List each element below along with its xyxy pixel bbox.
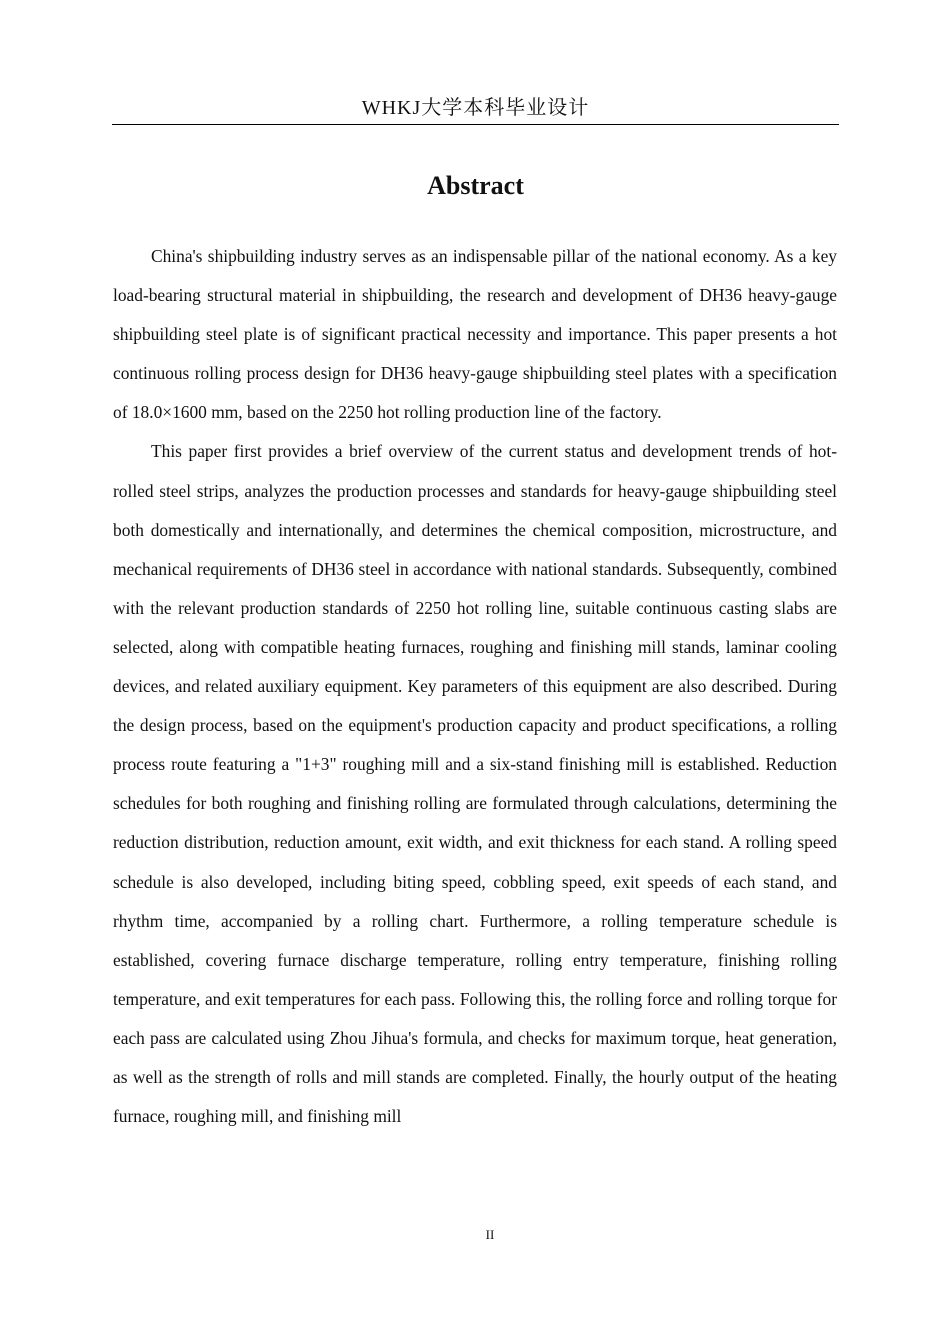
page-number: II (485, 1227, 495, 1242)
header-divider (112, 124, 839, 125)
abstract-paragraph-2: This paper first provides a brief overview of the current status and development trends of hot-rolled steel strips, analyzes the production processes and standards for heavy-gauge shipbuilding steel both domestically and internationally, and determines the chemical composition, microstructure, and mechanical requirements of DH36 steel in accordance with national standards. Subsequently, combined with the relevant production standards of 2250 hot rolling line, suitable continuous casting slabs are selected, along with compatible heating furnaces, roughing and finishing mill stands, laminar cooling devices, and related auxiliary equipment. Key parameters of this equipment are also described. During the design process, based on the equipment's production capacity and product specifications, a rolling process route featuring a "1+3" roughing mill and a six-stand finishing mill is established. Reduction schedules for both roughing and finishing rolling are formulated through calculations, determining the reduction distribution, reduction amount, exit width, and exit thickness for each stand. A rolling speed schedule is also developed, including biting speed, cobbling speed, exit speeds of each stand, and rhythm time, accompanied by a rolling chart. Furthermore, a rolling temperature schedule is established, covering furnace discharge temperature, rolling entry temperature, finishing rolling temperature, and exit temperatures for each pass. Following this, the rolling force and rolling torque for each pass are calculated using Zhou Jihua's formula, and checks for maximum torque, heat generation, as well as the strength of rolls and mill stands are completed. Finally, the hourly output of the heating furnace, roughing mill, and finishing mill (113, 441, 837, 1127)
running-header: WHKJ大学本科毕业设计 (361, 97, 590, 119)
abstract-body (113, 237, 837, 1136)
abstract-paragraph-1: China's shipbuilding industry serves as an indispensable pillar of the national economy. As a key load-bearing structural material in shipbuilding, the research and development of DH36 heavy-gauge shipbuilding steel plate is of significant practical necessity and importance. This paper presents a hot continuous rolling process design for DH36 heavy-gauge shipbuilding steel plates with a specification of 18.0×1600 mm, based on the 2250 hot rolling production line of the factory. (113, 246, 837, 423)
page-title: Abstract (427, 171, 524, 200)
